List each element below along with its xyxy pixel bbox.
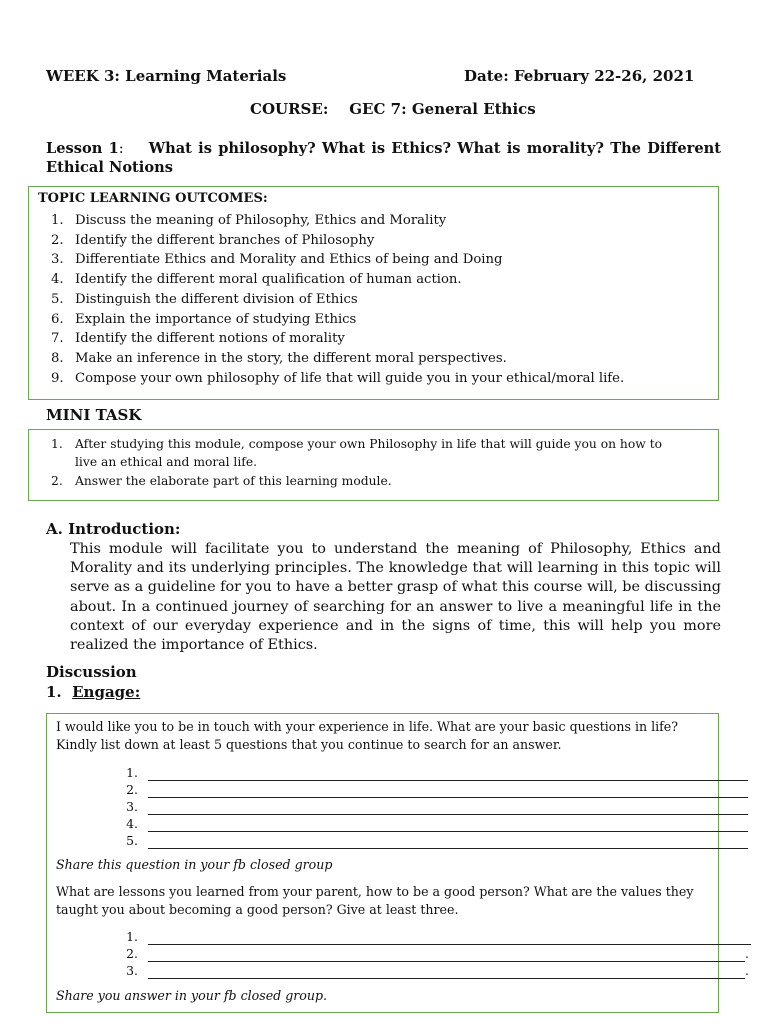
answer-line[interactable] <box>148 819 748 832</box>
list-item: 1. <box>64 928 751 945</box>
mini-task-box <box>28 429 719 501</box>
lesson-label: Lesson 1 <box>46 140 119 157</box>
discussion-title: Discussion <box>46 663 137 681</box>
lesson-sep: : <box>118 140 124 157</box>
list-item: 5. Distinguish the different division of Ethics <box>51 291 358 307</box>
list-item: 7. Identify the different notions of morality <box>51 331 345 347</box>
list-item: 5. <box>64 832 748 849</box>
list-item: 9. Compose your own philosophy of life that will guide you in your ethical/moral life. <box>51 370 625 386</box>
list-item: 2. <box>64 781 748 798</box>
lesson-title: What is philosophy? What is Ethics? What is morality? The Different Ethical Notions <box>46 140 722 176</box>
outcomes-title: TOPIC LEARNING OUTCOMES: <box>38 191 268 206</box>
lessons-list <box>64 928 751 979</box>
engage-label: Engage: <box>72 683 141 701</box>
answer-line[interactable] <box>148 966 745 979</box>
engage-heading <box>46 683 140 701</box>
list-item: 4. Identify the different moral qualification of human action. <box>51 272 462 288</box>
answer-line[interactable] <box>148 802 748 815</box>
introduction-marker: A. <box>46 520 63 538</box>
answer-line[interactable] <box>148 949 745 962</box>
introduction-heading <box>46 520 180 538</box>
list-item: 3. <box>64 798 748 815</box>
list-item: 1. After studying this module, compose your own Philosophy in life that will guide you on how to live an ethical and moral life. <box>51 437 663 469</box>
list-item: 2. Answer the elaborate part of this learning module. <box>51 474 392 488</box>
week-title: WEEK 3: Learning Materials <box>46 67 287 85</box>
introduction-title: Introduction: <box>68 520 181 538</box>
lesson-heading <box>46 139 721 177</box>
engage-number: 1. <box>46 683 62 701</box>
list-item: 6. Explain the importance of studying Ethics <box>51 311 357 327</box>
engage-note-1: Share this question in your fb closed group <box>56 857 333 872</box>
list-item: 1. <box>64 764 748 781</box>
outcomes-list <box>29 211 624 388</box>
mini-task-title: MINI TASK <box>46 406 142 424</box>
list-item: 1. Discuss the meaning of Philosophy, Ethics and Morality <box>51 213 447 228</box>
engage-prompt-2: What are lessons you learned from your parent, how to be a good person? What are the values they taught you about becoming a good person? Give at least three. <box>56 884 694 917</box>
questions-list <box>64 764 748 849</box>
answer-line[interactable] <box>148 932 751 945</box>
list-item: 3. . <box>126 963 749 978</box>
answer-line[interactable] <box>148 836 748 849</box>
engage-prompt-1: I would like you to be in touch with your experience in life. What are your basic questions in life? Kindly list down at least 5 questions that you continue to search for an answer. <box>56 719 679 752</box>
introduction-body: This module will facilitate you to understand the meaning of Philosophy, Ethics and Morality and its underlying principles. The knowledge that will learning in this topic will serve as a guideline for you to have a better grasp of what this course will, be discussing about. In a continued journey of searching for an answer to live a meaningful life in the context of our everyday experience and in the signs of time, this will help you more realized the importance of Ethics. <box>70 541 721 654</box>
list-item: 4. <box>64 815 748 832</box>
list-item: 3. Differentiate Ethics and Morality and Ethics of being and Doing <box>51 252 503 268</box>
course-title: COURSE: GEC 7: General Ethics <box>250 100 536 118</box>
engage-note-2: Share you answer in your fb closed group. <box>56 988 328 1003</box>
list-item: 8. Make an inference in the story, the different moral perspectives. <box>51 350 507 366</box>
outcomes-box <box>28 186 719 400</box>
answer-line[interactable] <box>148 768 748 781</box>
mini-task-list <box>29 436 679 491</box>
list-item: 2. . <box>126 946 749 961</box>
answer-line[interactable] <box>148 785 748 798</box>
date-label: Date: February 22-26, 2021 <box>464 67 695 85</box>
list-item: 2. Identify the different branches of Philosophy <box>51 232 375 248</box>
engage-box <box>46 713 749 1013</box>
